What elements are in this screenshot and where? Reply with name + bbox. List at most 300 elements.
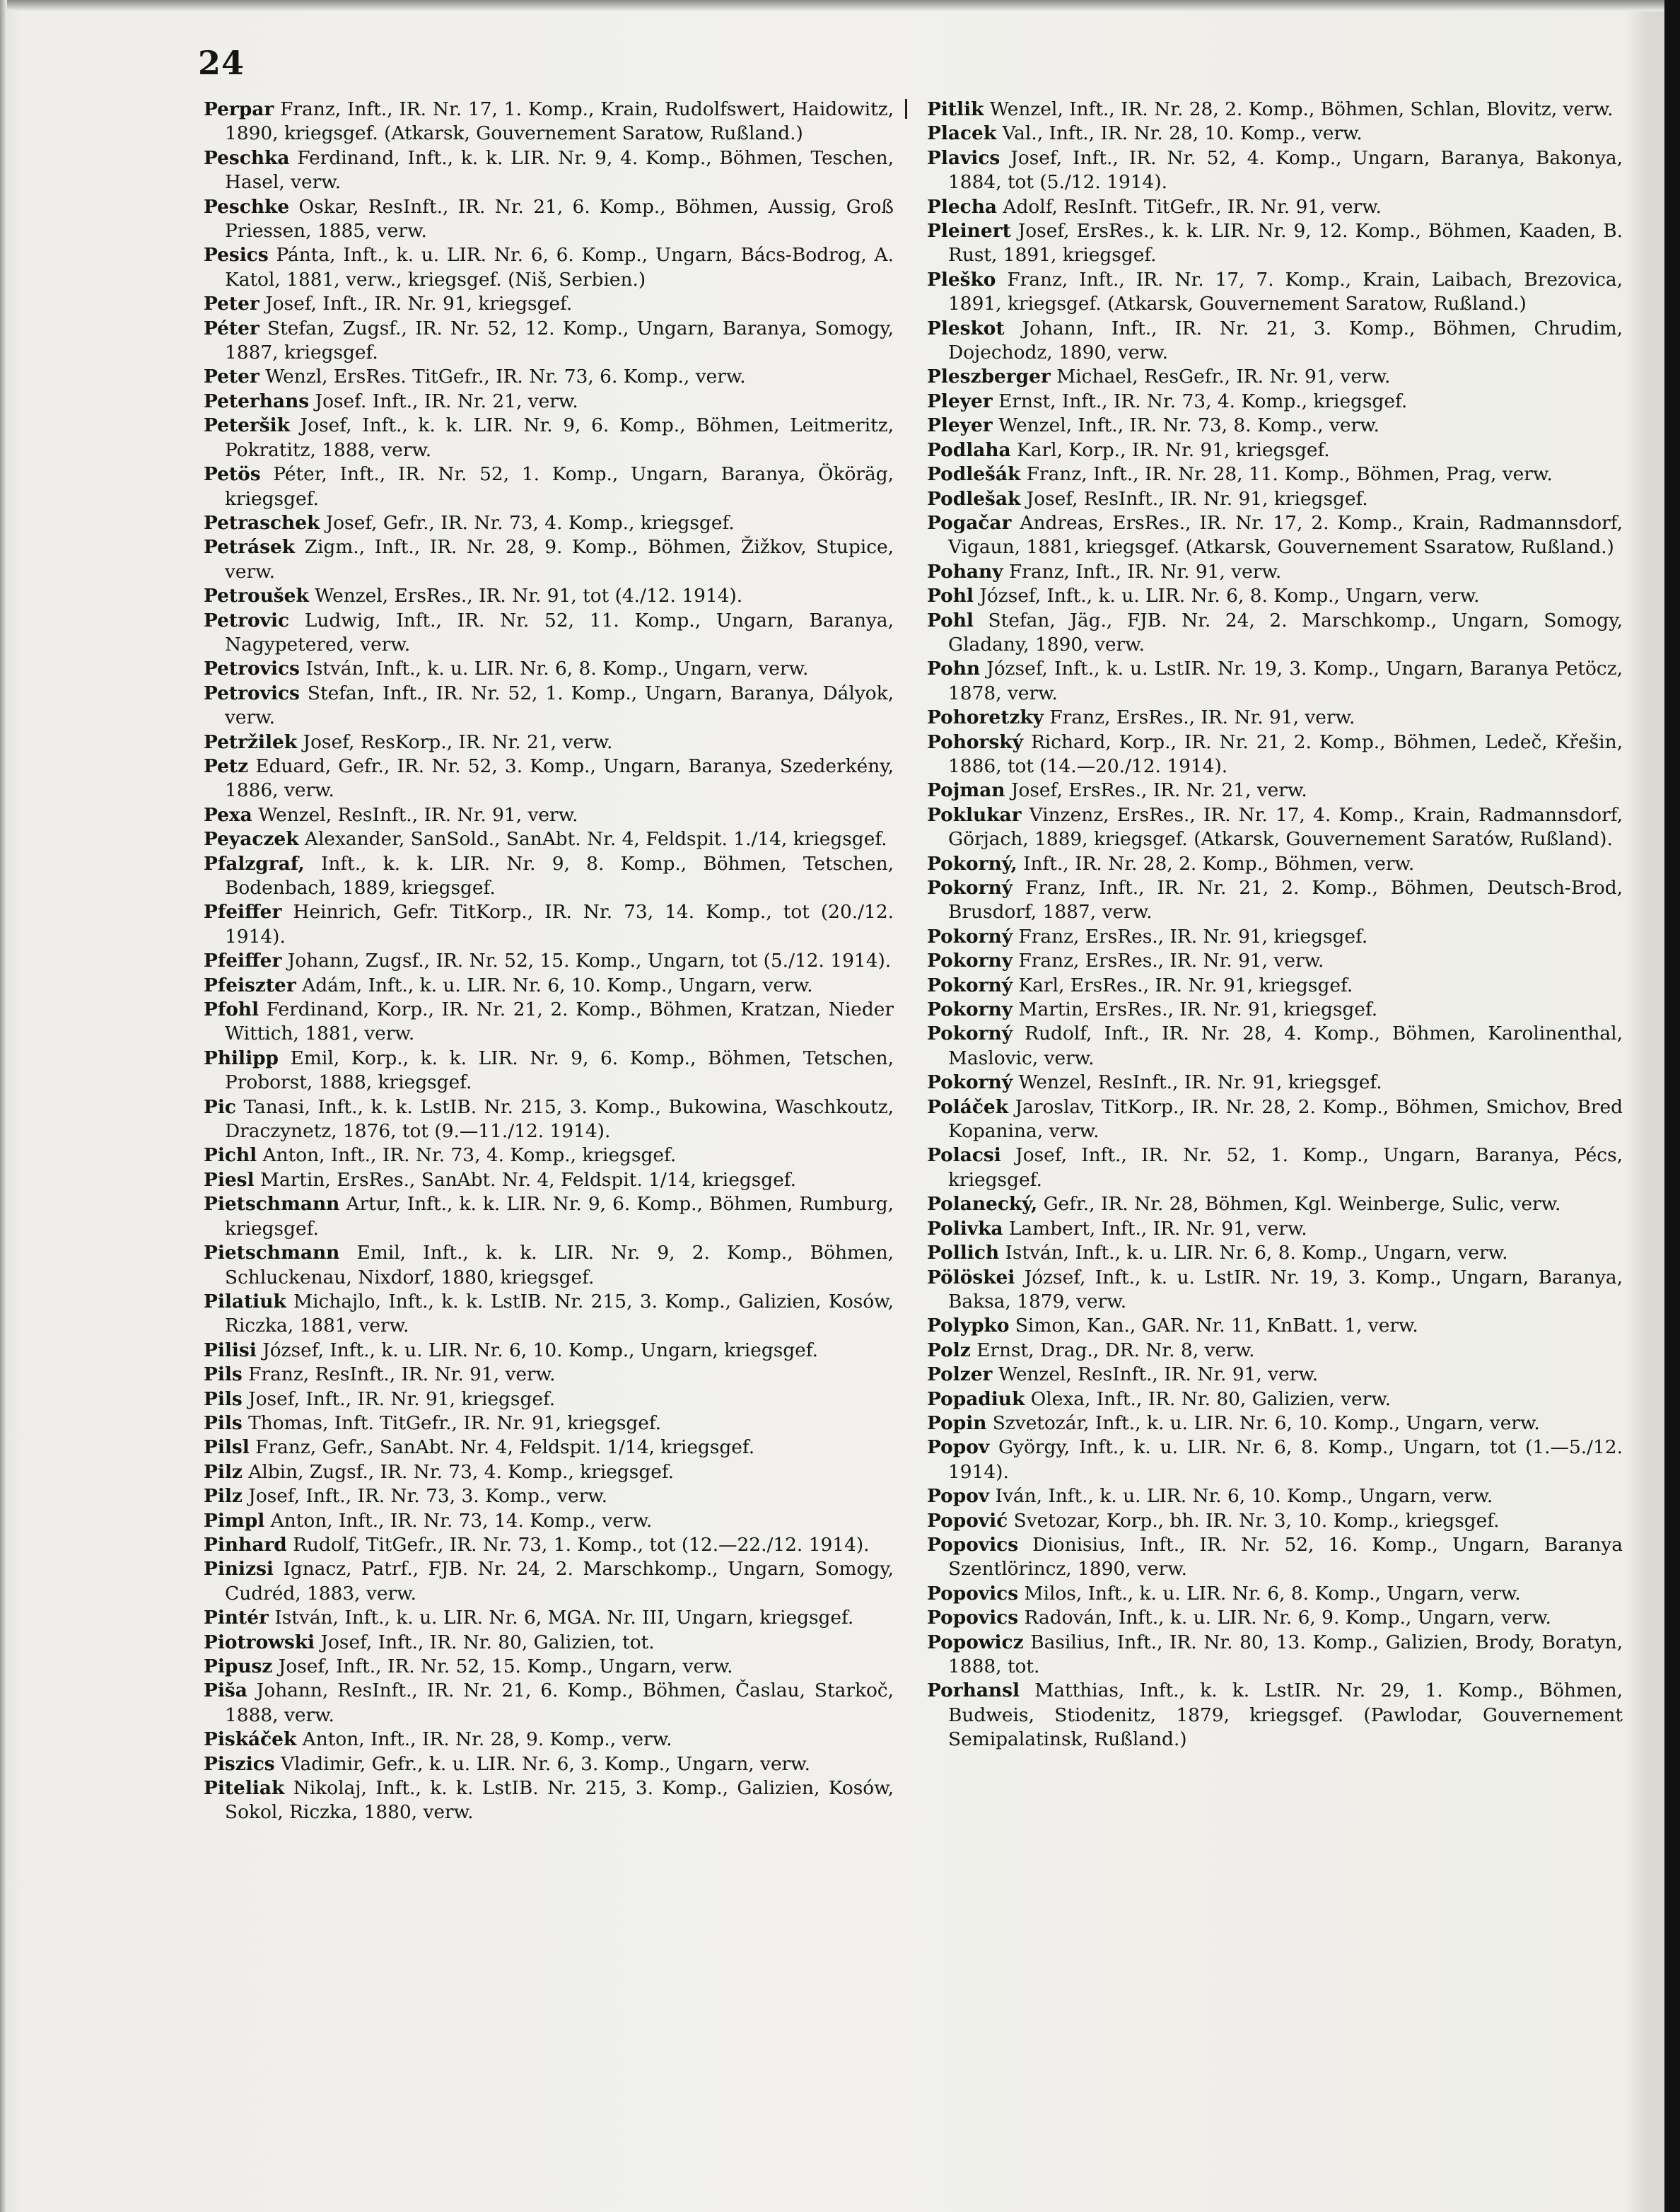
entry-details: Stefan, Inft., IR. Nr. 52, 1. Komp., Ungarn, Baranya, Dályok, verw.	[225, 682, 894, 729]
casualty-entry	[927, 1143, 1623, 1192]
casualty-entry	[927, 1071, 1623, 1095]
casualty-entry	[927, 511, 1623, 560]
casualty-entry	[204, 803, 894, 827]
casualty-entry	[204, 1192, 894, 1241]
casualty-entry	[927, 414, 1623, 438]
entry-details: Val., Inft., IR. Nr. 28, 10. Komp., verw.	[1002, 122, 1363, 145]
entry-surname: Pleško	[927, 268, 996, 291]
entry-details: Josef, Inft., k. k. LIR. Nr. 9, 6. Komp., Böhmen, Leitmeritz, Pokratitz, 1888, verw.	[225, 414, 894, 461]
casualty-entry	[927, 1411, 1623, 1436]
entry-surname: Podlaha	[927, 438, 1011, 461]
entry-details: Martin, ErsRes., IR. Nr. 91, kriegsgef.	[1018, 999, 1378, 1021]
casualty-entry	[927, 706, 1623, 730]
entry-details: Wenzel, ResInft., IR. Nr. 91, verw.	[258, 803, 578, 826]
entry-details: Anton, Inft., IR. Nr. 28, 9. Komp., verw.	[302, 1728, 672, 1751]
entry-details: Franz, Gefr., SanAbt. Nr. 4, Feldspit. 1/14, kriegsgef.	[255, 1436, 755, 1459]
entry-surname: Pölöskei	[927, 1266, 1015, 1288]
casualty-entry	[204, 462, 894, 511]
entry-surname: Plavics	[927, 146, 1001, 169]
entry-surname: Peschke	[204, 195, 290, 218]
entry-surname: Pinhard	[204, 1533, 287, 1556]
entry-surname: Philipp	[204, 1047, 279, 1069]
entry-details: Franz, Inft., IR. Nr. 21, 2. Komp., Böhmen, Deutsch-Brod, Brusdorf, 1887, verw.	[948, 877, 1623, 924]
entry-surname: Pohorský	[927, 730, 1023, 753]
entry-details: István, Inft., k. u. LIR. Nr. 6, MGA. Nr. III, Ungarn, kriegsgef.	[274, 1607, 854, 1629]
entry-details: Rudolf, TitGefr., IR. Nr. 73, 1. Komp., tot (12.—22./12. 1914).	[293, 1533, 870, 1556]
entry-surname: Perpar	[204, 98, 274, 120]
entry-surname: Piteliak	[204, 1777, 285, 1800]
entry-surname: Pipusz	[204, 1655, 273, 1677]
entry-details: Wenzel, ResInft., IR. Nr. 91, verw.	[998, 1363, 1319, 1386]
entry-surname: Popovics	[927, 1607, 1019, 1629]
entry-surname: Pietschmann	[204, 1193, 340, 1216]
entry-details: Franz, Inft., IR. Nr. 28, 11. Komp., Böhmen, Prag, verw.	[1026, 463, 1553, 486]
entry-details: Josef, ResKorp., IR. Nr. 21, verw.	[303, 730, 613, 753]
entry-details: Radován, Inft., k. u. LIR. Nr. 6, 9. Komp., Ungarn, verw.	[1024, 1607, 1551, 1629]
entry-surname: Pleskot	[927, 317, 1005, 339]
casualty-entry	[204, 1143, 894, 1168]
entry-surname: Petrovic	[204, 609, 290, 631]
casualty-entry	[927, 390, 1623, 414]
entry-surname: Polivka	[927, 1217, 1003, 1240]
column-divider	[905, 99, 907, 119]
entry-surname: Pilatiuk	[204, 1290, 286, 1312]
left-column	[204, 98, 894, 1825]
casualty-entry	[204, 1557, 894, 1606]
entry-details: Vinzenz, ErsRes., IR. Nr. 17, 4. Komp., Krain, Radmannsdorf, Görjach, 1889, kriegsgef. (Atkarsk, Gouvernement Saratów, Rußland).	[948, 803, 1623, 851]
casualty-entry	[204, 1168, 894, 1192]
entry-details: Wenzel, ResInft., IR. Nr. 91, kriegsgef.	[1018, 1071, 1382, 1094]
entry-details: Ernst, Drag., DR. Nr. 8, verw.	[976, 1339, 1255, 1361]
entry-surname: Peterhans	[204, 390, 310, 412]
entry-details: Tanasi, Inft., k. k. LstIB. Nr. 215, 3. Komp., Bukowina, Waschkoutz, Draczynetz, 1876, tot (9.—11./12. 1914).	[225, 1095, 894, 1143]
entry-surname: Pohoretzky	[927, 706, 1044, 729]
casualty-entry	[204, 317, 894, 366]
casualty-entry	[204, 1655, 894, 1679]
entry-details: Anton, Inft., IR. Nr. 73, 4. Komp., kriegsgef.	[262, 1144, 677, 1167]
casualty-entry	[204, 535, 894, 584]
entry-surname: Pokorný	[927, 974, 1013, 996]
entry-details: Martin, ErsRes., SanAbt. Nr. 4, Feldspit. 1/14, kriegsgef.	[259, 1168, 796, 1191]
entry-surname: Pfohl	[204, 999, 259, 1021]
casualty-entry	[204, 1339, 894, 1363]
entry-surname: Pils	[204, 1363, 243, 1386]
entry-details: Rudolf, Inft., IR. Nr. 28, 4. Komp., Böhmen, Karolinenthal, Maslovic, verw.	[948, 1023, 1623, 1069]
casualty-entry	[927, 122, 1623, 146]
entry-details: Michajlo, Inft., k. k. LstIB. Nr. 215, 3. Komp., Galizien, Kosów, Riczka, 1881, verw.	[225, 1290, 894, 1337]
entry-surname: Popowicz	[927, 1631, 1024, 1653]
casualty-entry	[927, 1241, 1623, 1265]
entry-surname: Pexa	[204, 803, 252, 826]
casualty-entry	[204, 755, 894, 803]
casualty-entry	[204, 682, 894, 730]
casualty-entry	[204, 1290, 894, 1339]
entry-surname: Pohany	[927, 560, 1003, 583]
entry-details: Franz, Inft., IR. Nr. 17, 1. Komp., Krain, Rudolfswert, Haidowitz, 1890, kriegsgef. (Atkarsk, Gouvernement Saratow, Rußland.)	[225, 98, 894, 145]
entry-details: Ernst, Inft., IR. Nr. 73, 4. Komp., kriegsgef.	[998, 390, 1408, 412]
entry-surname: Polanecký,	[927, 1193, 1038, 1216]
casualty-entry	[204, 1387, 894, 1411]
entry-surname: Pintér	[204, 1607, 269, 1629]
entry-surname: Popov	[927, 1436, 990, 1459]
entry-details: Emil, Korp., k. k. LIR. Nr. 9, 6. Komp., Böhmen, Tetschen, Proborst, 1888, kriegsgef.	[225, 1047, 894, 1094]
casualty-entry	[204, 243, 894, 292]
entry-surname: Popovics	[927, 1533, 1019, 1556]
scan-edge-left	[0, 0, 7, 2212]
entry-surname: Pimpl	[204, 1509, 265, 1532]
entry-surname: Pokorny	[927, 950, 1013, 972]
entry-details: Franz, ResInft., IR. Nr. 91, verw.	[248, 1363, 556, 1386]
entry-surname: Pokorný,	[927, 852, 1017, 875]
right-column	[927, 98, 1623, 1752]
entry-details: István, Inft., k. u. LIR. Nr. 6, 8. Komp., Ungarn, verw.	[1005, 1242, 1508, 1264]
casualty-entry	[927, 1217, 1623, 1241]
entry-surname: Popadiuk	[927, 1387, 1025, 1410]
entry-details: Franz, Inft., IR. Nr. 91, verw.	[1008, 560, 1282, 583]
casualty-entry	[204, 390, 894, 414]
entry-details: József, Inft., k. u. LIR. Nr. 6, 8. Komp., Ungarn, verw.	[979, 585, 1480, 607]
entry-surname: Piesl	[204, 1168, 255, 1191]
casualty-entry	[927, 1533, 1623, 1582]
entry-surname: Pohl	[927, 609, 974, 631]
casualty-entry	[204, 1533, 894, 1557]
casualty-entry	[927, 1339, 1623, 1363]
entry-details: Nikolaj, Inft., k. k. LstIB. Nr. 215, 3. Komp., Galizien, Kosów, Sokol, Riczka, 1880, verw.	[225, 1777, 894, 1824]
page-number: 24	[198, 44, 245, 82]
entry-details: Thomas, Inft. TitGefr., IR. Nr. 91, kriegsgef.	[248, 1411, 662, 1434]
casualty-entry	[204, 1095, 894, 1144]
casualty-entry	[204, 1752, 894, 1776]
entry-surname: Polz	[927, 1339, 971, 1361]
casualty-entry	[927, 1679, 1623, 1752]
entry-surname: Pokorný	[927, 925, 1013, 948]
casualty-entry	[927, 1095, 1623, 1144]
casualty-entry	[927, 1387, 1623, 1411]
entry-details: Pánta, Inft., k. u. LIR. Nr. 6, 6. Komp., Ungarn, Bács-Bodrog, A. Katol, 1881, verw., kriegsgef. (Niš, Serbien.)	[225, 244, 894, 291]
casualty-entry	[204, 1631, 894, 1655]
entry-surname: Polacsi	[927, 1144, 1001, 1167]
entry-details: Eduard, Gefr., IR. Nr. 52, 3. Komp., Ungarn, Baranya, Szederkény, 1886, verw.	[225, 755, 894, 802]
entry-details: Iván, Inft., k. u. LIR. Nr. 6, 10. Komp., Ungarn, verw.	[995, 1485, 1493, 1508]
entry-details: Albin, Zugsf., IR. Nr. 73, 4. Komp., kriegsgef.	[248, 1460, 675, 1483]
casualty-entry	[204, 730, 894, 755]
entry-surname: Poláček	[927, 1095, 1009, 1118]
entry-details: Richard, Korp., IR. Nr. 21, 2. Komp., Böhmen, Ledeč, Křešin, 1886, tot (14.—20./12. 1914).	[948, 730, 1623, 777]
entry-details: Emil, Inft., k. k. LIR. Nr. 9, 2. Komp., Böhmen, Schluckenau, Nixdorf, 1880, kriegsgef.	[225, 1242, 894, 1288]
entry-surname: Pilz	[204, 1485, 243, 1508]
casualty-entry	[204, 1484, 894, 1508]
casualty-entry	[927, 146, 1623, 195]
entry-details: Adolf, ResInft. TitGefr., IR. Nr. 91, verw.	[1003, 195, 1382, 218]
scan-edge-right	[1664, 0, 1680, 2212]
entry-details: Inft., IR. Nr. 28, 2. Komp., Böhmen, verw.	[1023, 852, 1415, 875]
entry-details: Dionisius, Inft., IR. Nr. 52, 16. Komp., Ungarn, Baranya Szentlörincz, 1890, verw.	[948, 1533, 1623, 1581]
casualty-entry	[204, 584, 894, 608]
casualty-entry	[204, 657, 894, 681]
entry-surname: Peschka	[204, 146, 290, 169]
entry-details: Karl, Korp., IR. Nr. 91, kriegsgef.	[1017, 438, 1330, 461]
entry-details: Alexander, SanSold., SanAbt. Nr. 4, Feldspit. 1./14, kriegsgef.	[304, 828, 887, 851]
entry-surname: Polzer	[927, 1363, 993, 1386]
entry-surname: Peyaczek	[204, 828, 299, 851]
casualty-entry	[204, 1047, 894, 1095]
casualty-entry	[204, 609, 894, 658]
casualty-entry	[204, 1606, 894, 1630]
entry-details: Josef, Inft., IR. Nr. 52, 4. Komp., Ungarn, Baranya, Bakonya, 1884, tot (5./12. 1914).	[948, 146, 1623, 194]
entry-details: Josef, ErsRes., IR. Nr. 21, verw.	[1010, 779, 1307, 802]
entry-surname: Polypko	[927, 1315, 1010, 1337]
entry-details: Josef, ResInft., IR. Nr. 91, kriegsgef.	[1026, 487, 1368, 510]
casualty-entry	[204, 195, 894, 244]
entry-details: Andreas, ErsRes., IR. Nr. 17, 2. Komp., Krain, Radmannsdorf, Vigaun, 1881, kriegsgef. (Atkarsk, Gouvernement Ssaratow, Rußland.)	[948, 511, 1623, 559]
entry-surname: Pleyer	[927, 414, 993, 437]
entry-surname: Pollich	[927, 1242, 1000, 1264]
entry-surname: Petös	[204, 463, 261, 486]
casualty-entry	[927, 1606, 1623, 1630]
entry-surname: Pleinert	[927, 220, 1011, 243]
entry-details: Olexa, Inft., IR. Nr. 80, Galizien, verw.	[1030, 1387, 1392, 1410]
casualty-entry	[204, 900, 894, 949]
entry-details: Ferdinand, Inft., k. k. LIR. Nr. 9, 4. Komp., Böhmen, Teschen, Hasel, verw.	[225, 146, 894, 194]
entry-surname: Pichl	[204, 1144, 257, 1167]
entry-details: Josef, ErsRes., k. k. LIR. Nr. 9, 12. Komp., Böhmen, Kaaden, B. Rust, 1891, kriegsgef.	[948, 220, 1623, 267]
entry-details: Stefan, Jäg., FJB. Nr. 24, 2. Marschkomp., Ungarn, Somogy, Gladany, 1890, verw.	[948, 609, 1623, 656]
entry-surname: Plecha	[927, 195, 998, 218]
entry-surname: Pils	[204, 1387, 243, 1410]
entry-details: Franz, ErsRes., IR. Nr. 91, verw.	[1049, 706, 1355, 729]
casualty-entry	[927, 925, 1623, 949]
casualty-entry	[927, 852, 1623, 876]
casualty-entry	[204, 1509, 894, 1533]
entry-details: Inft., k. k. LIR. Nr. 9, 8. Komp., Böhmen, Tetschen, Bodenbach, 1889, kriegsgef.	[225, 852, 894, 899]
entry-details: Vladimir, Gefr., k. u. LIR. Nr. 6, 3. Komp., Ungarn, verw.	[281, 1752, 811, 1775]
entry-surname: Pic	[204, 1095, 236, 1118]
entry-surname: Pfeiszter	[204, 974, 296, 996]
casualty-entry	[927, 438, 1623, 462]
entry-details: Josef, Inft., IR. Nr. 91, kriegsgef.	[248, 1387, 556, 1410]
entry-surname: Peter	[204, 366, 259, 388]
entry-details: Zigm., Inft., IR. Nr. 28, 9. Komp., Böhmen, Žižkov, Stupice, verw.	[225, 536, 894, 583]
entry-surname: Petrovics	[204, 658, 300, 680]
casualty-entry	[927, 609, 1623, 658]
casualty-entry	[204, 1776, 894, 1825]
casualty-entry	[927, 219, 1623, 268]
entry-details: Jaroslav, TitKorp., IR. Nr. 28, 2. Komp., Böhmen, Smichov, Bred Kopanina, verw.	[948, 1095, 1623, 1143]
entry-surname: Pfalzgraf,	[204, 852, 305, 875]
casualty-entry	[927, 779, 1623, 803]
entry-surname: Popov	[927, 1485, 990, 1508]
entry-details: József, Inft., k. u. LIR. Nr. 6, 10. Komp., Ungarn, kriegsgef.	[262, 1339, 819, 1361]
entry-surname: Petz	[204, 755, 249, 777]
entry-details: Johann, ResInft., IR. Nr. 21, 6. Komp., Böhmen, Časlau, Starkoč, 1888, verw.	[225, 1680, 894, 1726]
entry-surname: Popovics	[927, 1582, 1019, 1605]
casualty-entry	[204, 949, 894, 973]
entry-surname: Poklukar	[927, 803, 1022, 826]
casualty-entry	[927, 268, 1623, 317]
entry-details: Ludwig, Inft., IR. Nr. 52, 11. Komp., Ungarn, Baranya, Nagypetered, verw.	[225, 609, 894, 656]
casualty-entry	[204, 1363, 894, 1387]
casualty-entry	[927, 1363, 1623, 1387]
casualty-entry	[204, 1436, 894, 1460]
casualty-entry	[204, 827, 894, 851]
casualty-entry	[204, 852, 894, 901]
entry-details: Gefr., IR. Nr. 28, Böhmen, Kgl. Weinberge, Sulic, verw.	[1043, 1193, 1561, 1216]
casualty-entry	[927, 487, 1623, 511]
entry-details: Johann, Zugsf., IR. Nr. 52, 15. Komp., Ungarn, tot (5./12. 1914).	[287, 950, 892, 972]
entry-details: Stefan, Zugsf., IR. Nr. 52, 12. Komp., Ungarn, Baranya, Somogy, 1887, kriegsgef.	[225, 317, 894, 364]
entry-details: Simon, Kan., GAR. Nr. 11, KnBatt. 1, verw.	[1015, 1315, 1418, 1337]
casualty-entry	[927, 1192, 1623, 1216]
entry-surname: Pleyer	[927, 390, 993, 412]
casualty-entry	[927, 1266, 1623, 1315]
casualty-entry	[204, 974, 894, 998]
entry-details: Josef, Inft., IR. Nr. 52, 1. Komp., Ungarn, Baranya, Pécs, kriegsgef.	[948, 1144, 1623, 1191]
entry-surname: Petržilek	[204, 730, 298, 753]
entry-details: Josef, Inft., IR. Nr. 52, 15. Komp., Ungarn, verw.	[278, 1655, 733, 1677]
entry-surname: Popin	[927, 1411, 987, 1434]
entry-surname: Pietschmann	[204, 1242, 340, 1264]
entry-surname: Pilisi	[204, 1339, 257, 1361]
entry-details: Anton, Inft., IR. Nr. 73, 14. Komp., verw.	[270, 1509, 653, 1532]
entry-details: Wenzel, Inft., IR. Nr. 73, 8. Komp., verw.	[998, 414, 1379, 437]
casualty-entry	[204, 998, 894, 1047]
entry-details: Ferdinand, Korp., IR. Nr. 21, 2. Komp., Böhmen, Kratzan, Nieder Wittich, 1881, verw.	[225, 999, 894, 1045]
entry-details: Svetozar, Korp., bh. IR. Nr. 3, 10. Komp., kriegsgef.	[1013, 1509, 1500, 1532]
entry-surname: Pilz	[204, 1460, 243, 1483]
casualty-entry	[927, 560, 1623, 584]
casualty-entry	[204, 1728, 894, 1752]
entry-details: Wenzel, Inft., IR. Nr. 28, 2. Komp., Böhmen, Schlan, Blovitz, verw.	[989, 98, 1614, 120]
casualty-entry	[927, 1582, 1623, 1606]
casualty-entry	[927, 974, 1623, 998]
entry-details: Ignacz, Patrf., FJB. Nr. 24, 2. Marschkomp., Ungarn, Somogy, Cudréd, 1883, verw.	[225, 1558, 894, 1605]
entry-details: Péter, Inft., IR. Nr. 52, 1. Komp., Ungarn, Baranya, Ököräg, kriegsgef.	[225, 463, 894, 510]
entry-details: Milos, Inft., k. u. LIR. Nr. 6, 8. Komp., Ungarn, verw.	[1024, 1582, 1521, 1605]
entry-details: Wenzel, ErsRes., IR. Nr. 91, tot (4./12. 1914).	[315, 585, 743, 607]
casualty-entry	[204, 146, 894, 195]
entry-surname: Piskáček	[204, 1728, 297, 1751]
entry-details: Basilius, Inft., IR. Nr. 80, 13. Komp., Galizien, Brody, Boratyn, 1888, tot.	[948, 1631, 1623, 1677]
entry-surname: Piszics	[204, 1752, 275, 1775]
entry-details: Josef, Inft., IR. Nr. 80, Galizien, tot.	[320, 1631, 655, 1653]
casualty-entry	[204, 414, 894, 462]
entry-details: Josef, Gefr., IR. Nr. 73, 4. Komp., kriegsgef.	[325, 511, 735, 534]
entry-surname: Petrovics	[204, 682, 300, 704]
casualty-entry	[204, 1411, 894, 1436]
casualty-entry	[204, 1241, 894, 1290]
entry-surname: Péter	[204, 317, 259, 339]
entry-surname: Piotrowski	[204, 1631, 315, 1653]
entry-details: Adám, Inft., k. u. LIR. Nr. 6, 10. Komp., Ungarn, verw.	[302, 974, 813, 996]
entry-details: Karl, ErsRes., IR. Nr. 91, kriegsgef.	[1018, 974, 1353, 996]
entry-surname: Pokorný	[927, 877, 1013, 899]
entry-details: Franz, Inft., IR. Nr. 17, 7. Komp., Krain, Laibach, Brezovica, 1891, kriegsgef. (Atkarsk, Gouvernement Saratow, Rußland.)	[948, 268, 1623, 315]
entry-details: Josef, Inft., IR. Nr. 91, kriegsgef.	[265, 293, 573, 315]
entry-surname: Podlešak	[927, 487, 1021, 510]
entry-surname: Peter	[204, 293, 259, 315]
entry-surname: Pinizsi	[204, 1558, 274, 1581]
entry-surname: Podlešák	[927, 463, 1021, 486]
entry-surname: Pitlik	[927, 98, 984, 120]
entry-details: György, Inft., k. u. LIR. Nr. 6, 8. Komp., Ungarn, tot (1.—5./12. 1914).	[948, 1436, 1623, 1483]
entry-details: Franz, ErsRes., IR. Nr. 91, verw.	[1018, 950, 1324, 972]
entry-surname: Petroušek	[204, 585, 309, 607]
casualty-entry	[927, 657, 1623, 706]
casualty-entry	[204, 292, 894, 316]
entry-details: Artur, Inft., k. k. LIR. Nr. 9, 6. Komp., Böhmen, Rumburg, kriegsgef.	[225, 1193, 894, 1240]
entry-surname: Pfeiffer	[204, 901, 282, 924]
casualty-entry	[204, 1460, 894, 1484]
casualty-entry	[927, 584, 1623, 608]
entry-surname: Porhansl	[927, 1680, 1020, 1702]
casualty-entry	[927, 949, 1623, 973]
entry-surname: Pogačar	[927, 511, 1012, 534]
entry-surname: Pohl	[927, 585, 974, 607]
entry-surname: Peteršik	[204, 414, 290, 437]
casualty-entry	[927, 730, 1623, 779]
casualty-entry	[204, 365, 894, 389]
entry-surname: Pesics	[204, 244, 269, 267]
casualty-entry	[204, 511, 894, 535]
casualty-entry	[927, 876, 1623, 925]
casualty-entry	[927, 1631, 1623, 1680]
casualty-entry	[927, 998, 1623, 1022]
entry-details: Wenzl, ErsRes. TitGefr., IR. Nr. 73, 6. Komp., verw.	[265, 366, 746, 388]
casualty-entry	[927, 1484, 1623, 1508]
entry-details: István, Inft., k. u. LIR. Nr. 6, 8. Komp., Ungarn, verw.	[305, 658, 809, 680]
entry-surname: Pohn	[927, 658, 981, 680]
entry-surname: Piša	[204, 1680, 247, 1702]
entry-surname: Pilsl	[204, 1436, 250, 1459]
casualty-entry	[927, 98, 1623, 122]
casualty-entry	[927, 1022, 1623, 1071]
entry-details: Johann, Inft., IR. Nr. 21, 3. Komp., Böhmen, Chrudim, Dojechodz, 1890, verw.	[948, 317, 1623, 364]
entry-details: Matthias, Inft., k. k. LstIR. Nr. 29, 1. Komp., Böhmen, Budweis, Stiodenitz, 1879, kriegsgef. (Pawlodar, Gouvernement Semipalatinsk, Rußland.)	[948, 1680, 1623, 1751]
casualty-entry	[927, 462, 1623, 487]
entry-surname: Pfeiffer	[204, 950, 282, 972]
entry-surname: Placek	[927, 122, 997, 145]
entry-details: József, Inft., k. u. LstIR. Nr. 19, 3. Komp., Ungarn, Baranya Petöcz, 1878, verw.	[948, 658, 1623, 704]
casualty-entry	[927, 317, 1623, 366]
entry-details: Josef, Inft., IR. Nr. 73, 3. Komp., verw.	[248, 1485, 608, 1508]
casualty-entry	[204, 1679, 894, 1728]
entry-surname: Pokorný	[927, 1023, 1013, 1045]
entry-details: Lambert, Inft., IR. Nr. 91, verw.	[1008, 1217, 1307, 1240]
casualty-entry	[927, 1509, 1623, 1533]
entry-surname: Pokorný	[927, 1071, 1013, 1094]
entry-details: Michael, ResGefr., IR. Nr. 91, verw.	[1056, 366, 1391, 388]
casualty-entry	[927, 365, 1623, 389]
entry-surname: Pleszberger	[927, 366, 1051, 388]
entry-details: Heinrich, Gefr. TitKorp., IR. Nr. 73, 14. Komp., tot (20./12. 1914).	[225, 901, 894, 948]
entry-surname: Popović	[927, 1509, 1008, 1532]
entry-surname: Petraschek	[204, 511, 320, 534]
entry-details: Josef. Inft., IR. Nr. 21, verw.	[315, 390, 578, 412]
entry-details: Szvetozár, Inft., k. u. LIR. Nr. 6, 10. Komp., Ungarn, verw.	[992, 1411, 1540, 1434]
casualty-entry	[927, 1436, 1623, 1484]
casualty-entry	[927, 1314, 1623, 1338]
entry-details: Franz, ErsRes., IR. Nr. 91, kriegsgef.	[1018, 925, 1368, 948]
entry-surname: Pokorny	[927, 999, 1013, 1021]
entry-surname: Pojman	[927, 779, 1005, 802]
entry-surname: Petrásek	[204, 536, 296, 559]
entry-details: Oskar, ResInft., IR. Nr. 21, 6. Komp., Böhmen, Aussig, Groß Priessen, 1885, verw.	[225, 195, 894, 243]
entry-surname: Pils	[204, 1411, 243, 1434]
casualty-entry	[204, 98, 894, 146]
entry-details: József, Inft., k. u. LstIR. Nr. 19, 3. Komp., Ungarn, Baranya, Baksa, 1879, verw.	[948, 1266, 1623, 1312]
scan-edge-top	[0, 0, 1680, 11]
casualty-entry	[927, 803, 1623, 852]
